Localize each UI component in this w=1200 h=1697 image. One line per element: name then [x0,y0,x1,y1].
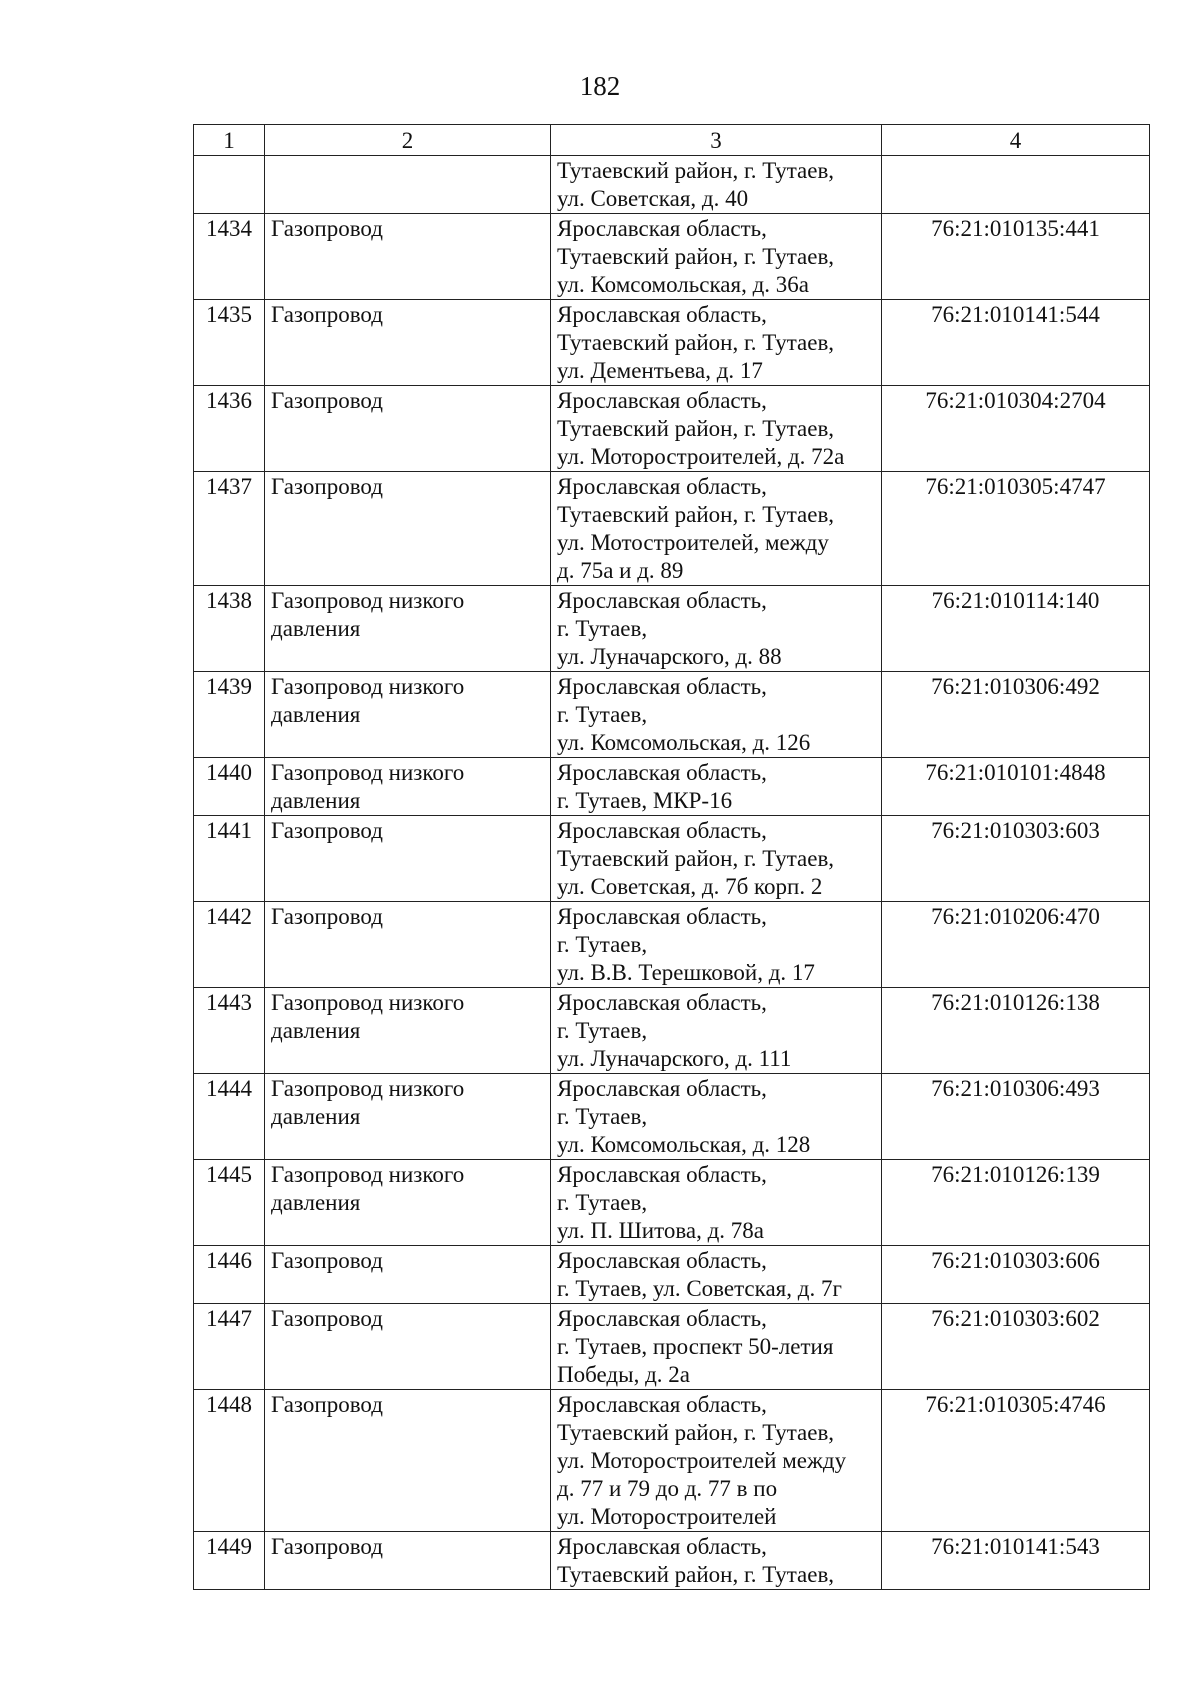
object-name: Газопровод [265,214,551,300]
object-address [551,816,882,902]
registry-table [193,124,1150,1590]
table-row [194,1304,1150,1390]
address-line: ул. Советская, д. 7б корп. 2 [557,874,823,899]
object-address [551,300,882,386]
row-number: 1443 [194,988,265,1074]
header-row [194,125,1150,156]
cadastral-number: 76:21:010135:441 [882,214,1150,300]
address-line: Ярославская область, [557,1306,767,1331]
object-name: Газопровод низкого давления [265,1074,551,1160]
cadastral-number: 76:21:010303:606 [882,1246,1150,1304]
row-number: 1438 [194,586,265,672]
address-line: Тутаевский район, г. Тутаев, [557,1562,835,1587]
address-line: ул. Советская, д. 40 [557,186,749,211]
cadastral-number: 76:21:010305:4747 [882,472,1150,586]
address-line: Ярославская область, [557,1248,767,1273]
address-line: Тутаевский район, г. Тутаев, [557,1420,835,1445]
cadastral-number: 76:21:010114:140 [882,586,1150,672]
address-line: Тутаевский район, г. Тутаев, [557,502,835,527]
table-row [194,672,1150,758]
object-name: Газопровод [265,816,551,902]
address-line: Ярославская область, [557,1162,767,1187]
address-line: Ярославская область, [557,474,767,499]
column-header-3: 3 [551,125,882,156]
address-line: ул. Луначарского, д. 88 [557,644,782,669]
row-number: 1434 [194,214,265,300]
address-line: г. Тутаев, [557,1190,648,1215]
object-name: Газопровод [265,386,551,472]
object-name: Газопровод [265,472,551,586]
table-row [194,816,1150,902]
object-address [551,586,882,672]
address-line: г. Тутаев, [557,932,648,957]
table-row [194,386,1150,472]
address-line: Ярославская область, [557,302,767,327]
row-number: 1442 [194,902,265,988]
cadastral-number [882,156,1150,214]
address-line: ул. Луначарского, д. 111 [557,1046,792,1071]
address-line: г. Тутаев, [557,1104,648,1129]
object-name: Газопровод низкого давления [265,758,551,816]
address-line: Тутаевский район, г. Тутаев, [557,158,835,183]
row-number: 1440 [194,758,265,816]
object-address [551,1074,882,1160]
object-name: Газопровод низкого давления [265,586,551,672]
address-line: Тутаевский район, г. Тутаев, [557,244,835,269]
cadastral-number: 76:21:010126:139 [882,1160,1150,1246]
object-name: Газопровод [265,902,551,988]
row-number: 1439 [194,672,265,758]
object-name: Газопровод низкого давления [265,988,551,1074]
address-line: г. Тутаев, [557,702,648,727]
address-line: Тутаевский район, г. Тутаев, [557,330,835,355]
address-line: Ярославская область, [557,674,767,699]
cadastral-number: 76:21:010303:602 [882,1304,1150,1390]
address-line: Ярославская область, [557,818,767,843]
object-address [551,1304,882,1390]
row-number: 1441 [194,816,265,902]
address-line: Ярославская область, [557,588,767,613]
row-number: 1447 [194,1304,265,1390]
address-line: Тутаевский район, г. Тутаев, [557,416,835,441]
table-row [194,758,1150,816]
object-address [551,386,882,472]
table-row [194,988,1150,1074]
row-number: 1437 [194,472,265,586]
address-line: Ярославская область, [557,1534,767,1559]
row-number: 1436 [194,386,265,472]
address-line: ул. Моторостроителей, д. 72а [557,444,845,469]
cadastral-number: 76:21:010306:492 [882,672,1150,758]
table-row [194,300,1150,386]
row-number: 1449 [194,1532,265,1590]
address-line: г. Тутаев, МКР-16 [557,788,733,813]
cadastral-number: 76:21:010101:4848 [882,758,1150,816]
address-line: ул. Комсомольская, д. 126 [557,730,811,755]
table-row [194,1532,1150,1590]
table-row [194,1160,1150,1246]
object-address [551,214,882,300]
cadastral-number: 76:21:010141:543 [882,1532,1150,1590]
cadastral-number: 76:21:010206:470 [882,902,1150,988]
object-address [551,672,882,758]
address-line: Ярославская область, [557,388,767,413]
address-line: Ярославская область, [557,990,767,1015]
cadastral-number: 76:21:010141:544 [882,300,1150,386]
address-line: Победы, д. 2а [557,1362,690,1387]
address-line: г. Тутаев, проспект 50-летия [557,1334,834,1359]
column-header-2: 2 [265,125,551,156]
address-line: ул. В.В. Терешковой, д. 17 [557,960,815,985]
address-line: Ярославская область, [557,216,767,241]
object-name: Газопровод низкого давления [265,1160,551,1246]
object-name [265,156,551,214]
address-line: Ярославская область, [557,1076,767,1101]
row-number: 1444 [194,1074,265,1160]
address-line: ул. Комсомольская, д. 128 [557,1132,811,1157]
address-line: д. 77 и 79 до д. 77 в по [557,1476,778,1501]
row-number: 1448 [194,1390,265,1532]
column-header-1: 1 [194,125,265,156]
object-address [551,156,882,214]
address-line: ул. Мотостроителей, между [557,530,829,555]
address-line: Ярославская область, [557,1392,767,1417]
row-number: 1445 [194,1160,265,1246]
address-line: ул. Моторостроителей [557,1504,777,1529]
table-row [194,586,1150,672]
table-row [194,1390,1150,1532]
address-line: ул. П. Шитова, д. 78а [557,1218,765,1243]
address-line: г. Тутаев, [557,616,648,641]
cadastral-number: 76:21:010306:493 [882,1074,1150,1160]
table-row [194,214,1150,300]
object-name: Газопровод [265,1304,551,1390]
object-name: Газопровод [265,1532,551,1590]
cadastral-number: 76:21:010304:2704 [882,386,1150,472]
row-number [194,156,265,214]
object-address [551,902,882,988]
table-body [194,156,1150,1590]
object-address [551,1532,882,1590]
row-number: 1446 [194,1246,265,1304]
address-line: г. Тутаев, ул. Советская, д. 7г [557,1276,842,1301]
cadastral-number: 76:21:010305:4746 [882,1390,1150,1532]
address-line: ул. Дементьева, д. 17 [557,358,763,383]
table-header [194,125,1150,156]
object-name: Газопровод низкого давления [265,672,551,758]
object-address [551,988,882,1074]
table-row [194,1246,1150,1304]
address-line: Ярославская область, [557,760,767,785]
column-header-4: 4 [882,125,1150,156]
object-address [551,1390,882,1532]
page-number: 182 [579,71,621,101]
object-name: Газопровод [265,300,551,386]
address-line: ул. Комсомольская, д. 36а [557,272,810,297]
cadastral-number: 76:21:010303:603 [882,816,1150,902]
object-address [551,1246,882,1304]
address-line: г. Тутаев, [557,1018,648,1043]
table-row [194,472,1150,586]
table-row [194,156,1150,214]
object-address [551,758,882,816]
object-name: Газопровод [265,1390,551,1532]
object-address [551,472,882,586]
address-line: Тутаевский район, г. Тутаев, [557,846,835,871]
cadastral-number: 76:21:010126:138 [882,988,1150,1074]
address-line: ул. Моторостроителей между [557,1448,847,1473]
object-name: Газопровод [265,1246,551,1304]
table-row [194,902,1150,988]
address-line: Ярославская область, [557,904,767,929]
row-number: 1435 [194,300,265,386]
address-line: д. 75а и д. 89 [557,558,684,583]
object-address [551,1160,882,1246]
table-row [194,1074,1150,1160]
